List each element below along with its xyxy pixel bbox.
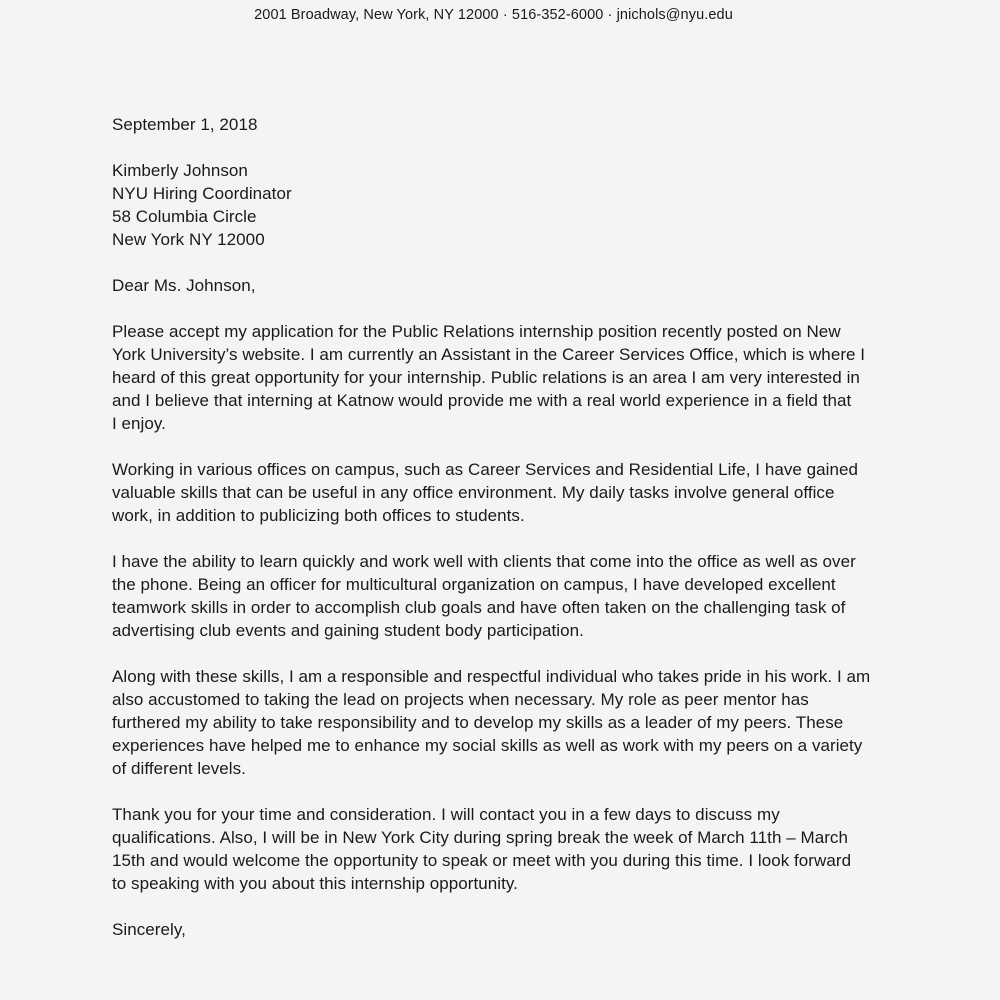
paragraph-line: advertising club events and gaining student body participation. [112,621,584,640]
recipient-name: Kimberly Johnson [112,161,248,180]
paragraph-line: I have the ability to learn quickly and work well with clients that come into the office as well as over [112,552,856,571]
recipient-city: New York NY 12000 [112,230,265,249]
paragraph-line: teamwork skills in order to accomplish club goals and have often taken on the challenging task of [112,598,846,617]
paragraph-line: to speaking with you about this internship opportunity. [112,874,518,893]
paragraph-line: furthered my ability to take responsibility and to develop my skills as a leader of my peers. These [112,713,844,732]
paragraph-line: Thank you for your time and consideration. I will contact you in a few days to discuss my [112,805,780,824]
letter-body [112,113,888,964]
recipient-title: NYU Hiring Coordinator [112,184,292,203]
paragraph-line: experiences have helped me to enhance my social skills as well as work with my peers on a variety [112,736,863,755]
body-paragraph-3 [112,550,888,642]
sender-contact-line: 2001 Broadway, New York, NY 12000 · 516-352-6000 · jnichols@nyu.edu [254,7,733,23]
body-paragraph-1 [112,320,888,435]
body-paragraph-5 [112,803,888,895]
paragraph-line: heard of this great opportunity for your internship. Public relations is an area I am very interested in [112,368,860,387]
paragraph-line: I enjoy. [112,414,166,433]
letter-date: September 1, 2018 [112,115,258,134]
body-paragraph-2 [112,458,888,527]
paragraph-line: work, in addition to publicizing both offices to students. [112,506,525,525]
paragraph-line: Working in various offices on campus, such as Career Services and Residential Life, I have gained [112,460,859,479]
paragraph-line: Please accept my application for the Public Relations internship position recently posted on New [112,322,841,341]
paragraph-line: valuable skills that can be useful in any office environment. My daily tasks involve general office [112,483,835,502]
paragraph-line: of different levels. [112,759,246,778]
paragraph-line: the phone. Being an officer for multicultural organization on campus, I have developed excellent [112,575,836,594]
paragraph-line: York University’s website. I am currently an Assistant in the Career Services Office, which is where I [112,345,866,364]
recipient-address-block [112,159,888,251]
paragraph-line: 15th and would welcome the opportunity to speak or meet with you during this time. I look forward [112,851,852,870]
paragraph-line: and I believe that interning at Katnow would provide me with a real world experience in a field that [112,391,852,410]
salutation: Dear Ms. Johnson, [112,276,256,295]
closing: Sincerely, [112,920,186,939]
body-paragraph-4 [112,665,888,780]
paragraph-line: also accustomed to taking the lead on projects when necessary. My role as peer mentor has [112,690,809,709]
paragraph-line: qualifications. Also, I will be in New York City during spring break the week of March 11th – March [112,828,848,847]
recipient-street: 58 Columbia Circle [112,207,257,226]
paragraph-line: Along with these skills, I am a responsible and respectful individual who takes pride in his work. I am [112,667,871,686]
